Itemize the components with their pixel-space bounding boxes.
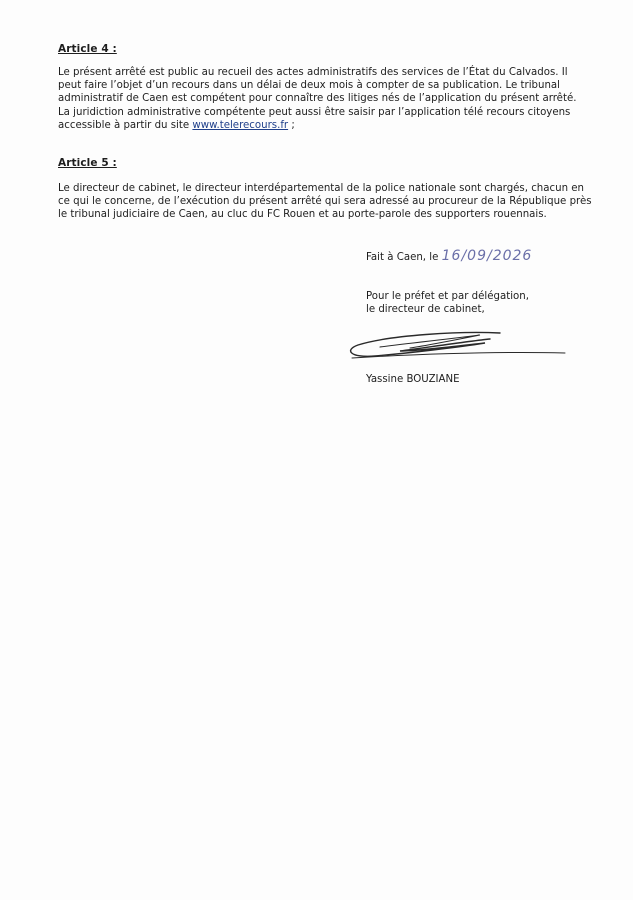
article-4-last-line-prefix: accessible à partir du site (58, 119, 193, 131)
article-4-last-line-suffix: ; (288, 119, 295, 131)
article-5-line: Le directeur de cabinet, le directeur interdépartemental de la police nationale sont chargés, chacun en (58, 183, 584, 194)
signer-name: Yassine BOUZIANE (366, 374, 460, 385)
article-5-paragraph (58, 182, 592, 222)
delegation-line-2: le directeur de cabinet, (366, 304, 485, 315)
article-4-heading: Article 4 : (58, 43, 117, 55)
article-5-line: le tribunal judiciaire de Caen, au cluc du FC Rouen et au porte-parole des supporters rouennais. (58, 209, 547, 221)
delegation-line-1: Pour le préfet et par délégation, (366, 291, 529, 302)
handwritten-date: 16/09/2026 (441, 248, 533, 264)
article-5-line: ce qui le concerne, de l’exécution du présent arrêté qui sera adressé au procureur de la République près (58, 196, 592, 208)
handwritten-signature (340, 325, 570, 370)
article-4-paragraph (58, 66, 586, 132)
telerecours-link[interactable]: www.telerecours.fr (192, 119, 289, 131)
article-4-last-line (58, 119, 586, 132)
article-4-line: La juridiction administrative compétente peut aussi être saisir par l’application télé recours citoyens (58, 106, 571, 118)
article-4-line: administratif de Caen est compétent pour connaître des litiges nés de l’application du présent arrêté. (58, 93, 577, 105)
article-4-line: Le présent arrêté est public au recueil des actes administratifs des services de l’État du Calvados. Il (58, 67, 568, 78)
place-prefix: Fait à Caen, le (366, 252, 439, 263)
place-and-date (366, 250, 532, 264)
article-4-line: peut faire l’objet d’un recours dans un délai de deux mois à compter de sa publication. Le tribunal (58, 80, 560, 92)
article-5-heading: Article 5 : (58, 157, 117, 169)
